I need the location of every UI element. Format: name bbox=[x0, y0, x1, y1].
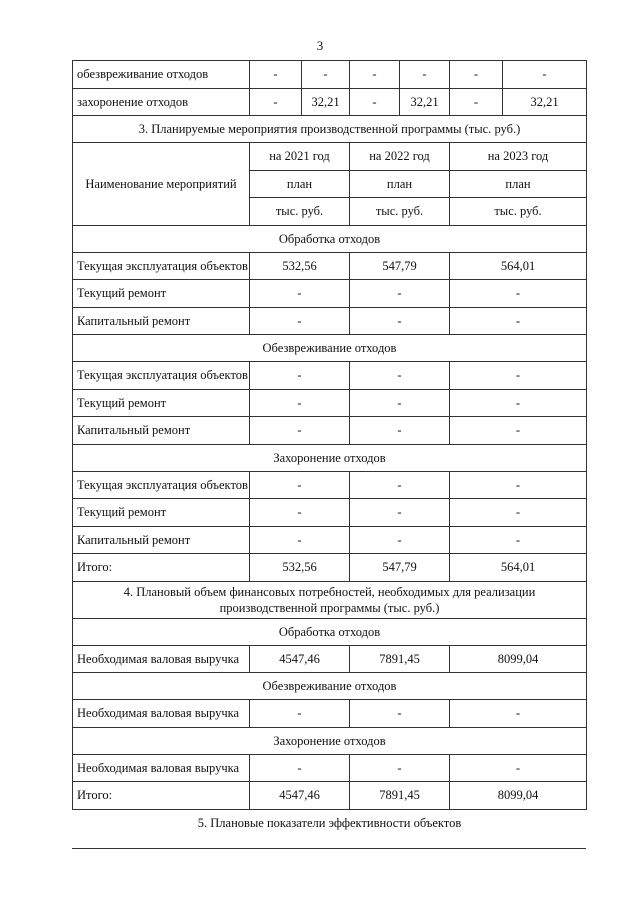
table-cell: 532,56 bbox=[250, 252, 350, 280]
row-label: Необходимая валовая выручка bbox=[73, 700, 250, 728]
table-cell: - bbox=[250, 499, 350, 527]
table-cell: - bbox=[250, 362, 350, 390]
table-cell: - bbox=[250, 700, 350, 728]
group-title-row bbox=[73, 335, 587, 362]
table-cell: - bbox=[450, 754, 587, 782]
group-title: Захоронение отходов bbox=[73, 444, 587, 471]
column-header-unit: тыс. руб. bbox=[350, 198, 450, 226]
row-label: Необходимая валовая выручка bbox=[73, 754, 250, 782]
table-cell: - bbox=[450, 362, 587, 390]
column-header-year: на 2023 год bbox=[450, 143, 587, 171]
table-cell: - bbox=[250, 417, 350, 445]
table-cell: - bbox=[450, 88, 503, 116]
section-title-row bbox=[73, 809, 587, 836]
table-row bbox=[73, 645, 587, 673]
table-row bbox=[73, 417, 587, 445]
table-row bbox=[73, 754, 587, 782]
table-cell: 32,21 bbox=[302, 88, 350, 116]
table-cell: - bbox=[450, 389, 587, 417]
total-cell: 547,79 bbox=[350, 554, 450, 582]
row-label: Капитальный ремонт bbox=[73, 307, 250, 335]
row-label: захоронение отходов bbox=[73, 88, 250, 116]
table-row bbox=[73, 526, 587, 554]
column-header-year: на 2022 год bbox=[350, 143, 450, 171]
total-cell: 4547,46 bbox=[250, 782, 350, 810]
group-title: Захоронение отходов bbox=[73, 727, 587, 754]
table-cell: - bbox=[350, 61, 400, 89]
total-cell: 532,56 bbox=[250, 554, 350, 582]
table-cell: - bbox=[350, 499, 450, 527]
table-cell: - bbox=[450, 526, 587, 554]
row-label: Необходимая валовая выручка bbox=[73, 645, 250, 673]
table-cell: - bbox=[350, 526, 450, 554]
total-cell: 7891,45 bbox=[350, 782, 450, 810]
column-header-year: на 2021 год bbox=[250, 143, 350, 171]
row-label: Текущий ремонт bbox=[73, 280, 250, 308]
table-cell: - bbox=[350, 471, 450, 499]
column-header-unit: тыс. руб. bbox=[250, 198, 350, 226]
table-cell: - bbox=[400, 61, 450, 89]
column-header-plan: план bbox=[250, 170, 350, 198]
section-4-title: 4. Плановый объем финансовых потребностей, необходимых для реализации производственной программы (тыс. руб.) bbox=[73, 581, 587, 618]
total-row bbox=[73, 782, 587, 810]
total-label: Итого: bbox=[73, 782, 250, 810]
bottom-divider bbox=[72, 848, 586, 849]
table-row bbox=[73, 88, 587, 116]
group-title: Обезвреживание отходов bbox=[73, 673, 587, 700]
table-cell: - bbox=[250, 61, 302, 89]
table-cell: 564,01 bbox=[450, 252, 587, 280]
table-cell: - bbox=[250, 526, 350, 554]
table-cell: 32,21 bbox=[503, 88, 587, 116]
group-title-row bbox=[73, 444, 587, 471]
group-title: Обработка отходов bbox=[73, 618, 587, 645]
table-cell: - bbox=[250, 88, 302, 116]
total-cell: 564,01 bbox=[450, 554, 587, 582]
table-cell: - bbox=[503, 61, 587, 89]
column-header-plan: план bbox=[350, 170, 450, 198]
column-header-name: Наименование мероприятий bbox=[73, 143, 250, 226]
production-program-table bbox=[72, 60, 587, 836]
table-cell: 32,21 bbox=[400, 88, 450, 116]
table-cell: - bbox=[450, 61, 503, 89]
table-cell: - bbox=[350, 362, 450, 390]
total-cell: 8099,04 bbox=[450, 782, 587, 810]
table-cell: - bbox=[450, 417, 587, 445]
section-title-row bbox=[73, 116, 587, 143]
table-cell: - bbox=[450, 280, 587, 308]
table-cell: - bbox=[250, 754, 350, 782]
group-title-row bbox=[73, 673, 587, 700]
table-cell: - bbox=[302, 61, 350, 89]
group-title-row bbox=[73, 225, 587, 252]
section-title-row bbox=[73, 581, 587, 618]
total-row bbox=[73, 554, 587, 582]
table-cell: 7891,45 bbox=[350, 645, 450, 673]
table-cell: - bbox=[350, 280, 450, 308]
table-cell: - bbox=[350, 700, 450, 728]
table-row bbox=[73, 252, 587, 280]
group-title: Обработка отходов bbox=[73, 225, 587, 252]
table-cell: - bbox=[250, 389, 350, 417]
row-label: Текущая эксплуатация объектов bbox=[73, 362, 250, 390]
table-cell: - bbox=[350, 417, 450, 445]
section-5-title: 5. Плановые показатели эффективности объектов bbox=[73, 809, 587, 836]
page-number: 3 bbox=[316, 38, 324, 53]
total-label: Итого: bbox=[73, 554, 250, 582]
row-label: Текущая эксплуатация объектов bbox=[73, 252, 250, 280]
table-row bbox=[73, 700, 587, 728]
group-title: Обезвреживание отходов bbox=[73, 335, 587, 362]
table-cell: 547,79 bbox=[350, 252, 450, 280]
table-cell: - bbox=[450, 307, 587, 335]
row-label: Капитальный ремонт bbox=[73, 526, 250, 554]
table-cell: 8099,04 bbox=[450, 645, 587, 673]
header-row bbox=[73, 143, 587, 171]
column-header-plan: план bbox=[450, 170, 587, 198]
row-label: Текущий ремонт bbox=[73, 499, 250, 527]
table-cell: - bbox=[450, 499, 587, 527]
table-row bbox=[73, 389, 587, 417]
table-row bbox=[73, 280, 587, 308]
table-cell: - bbox=[450, 471, 587, 499]
table-row bbox=[73, 61, 587, 89]
table-row bbox=[73, 307, 587, 335]
row-label: Капитальный ремонт bbox=[73, 417, 250, 445]
table-cell: 4547,46 bbox=[250, 645, 350, 673]
table-row bbox=[73, 362, 587, 390]
table-row bbox=[73, 471, 587, 499]
table-cell: - bbox=[350, 307, 450, 335]
group-title-row bbox=[73, 618, 587, 645]
table-cell: - bbox=[250, 471, 350, 499]
section-3-title: 3. Планируемые мероприятия производственной программы (тыс. руб.) bbox=[73, 116, 587, 143]
table-cell: - bbox=[350, 88, 400, 116]
table-cell: - bbox=[250, 280, 350, 308]
table-cell: - bbox=[250, 307, 350, 335]
table-cell: - bbox=[350, 754, 450, 782]
table-row bbox=[73, 499, 587, 527]
row-label: Текущая эксплуатация объектов bbox=[73, 471, 250, 499]
row-label: обезвреживание отходов bbox=[73, 61, 250, 89]
table-cell: - bbox=[350, 389, 450, 417]
column-header-unit: тыс. руб. bbox=[450, 198, 587, 226]
row-label: Текущий ремонт bbox=[73, 389, 250, 417]
table-cell: - bbox=[450, 700, 587, 728]
group-title-row bbox=[73, 727, 587, 754]
